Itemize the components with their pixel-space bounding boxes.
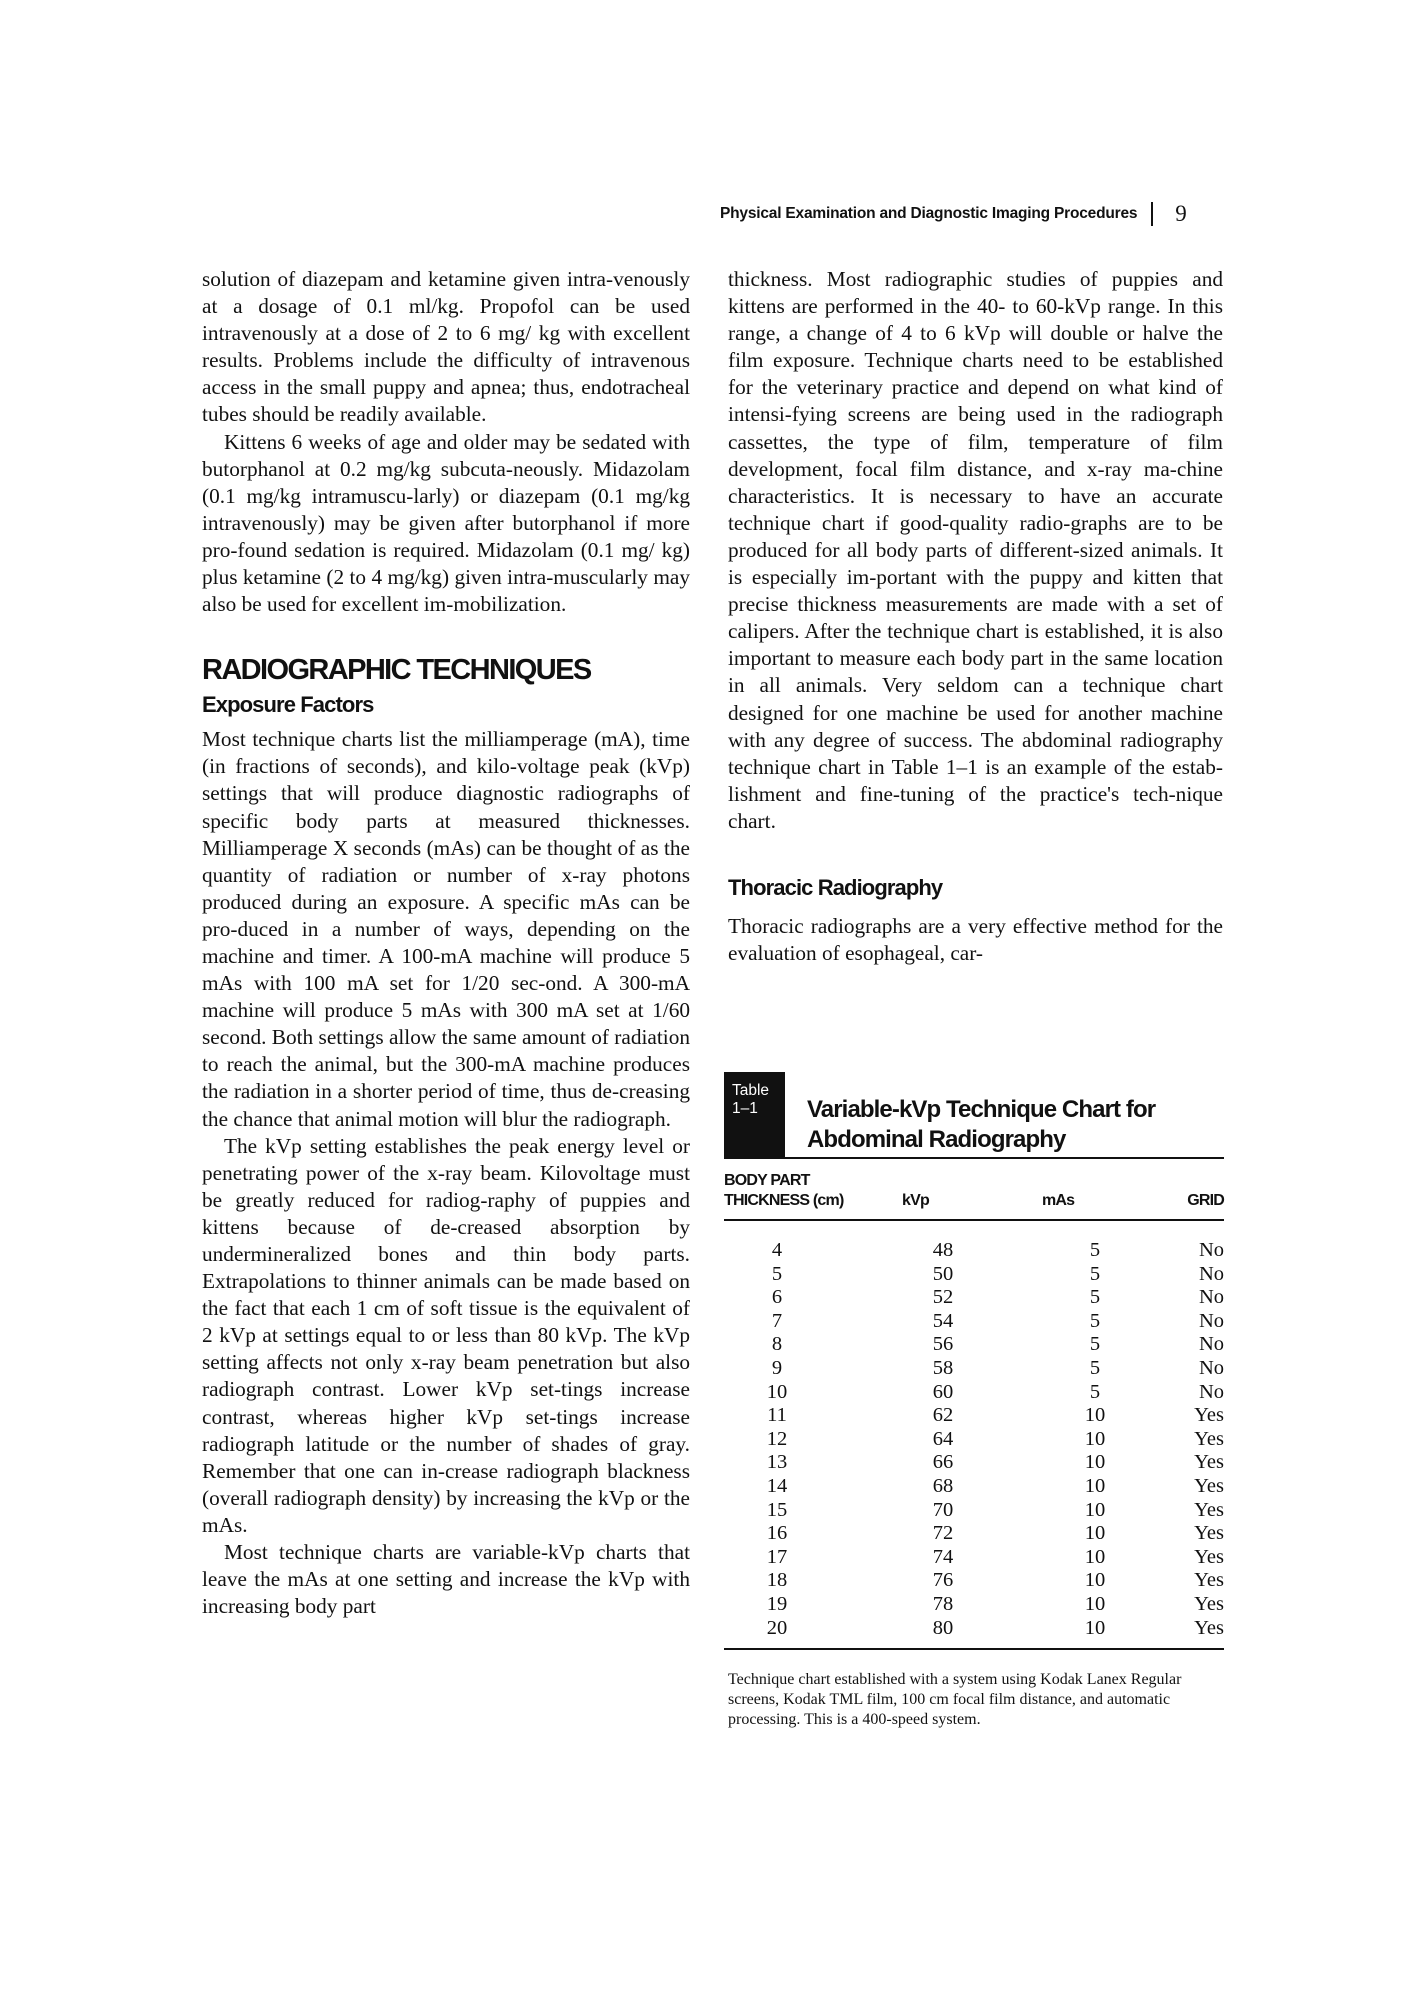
header-line: BODY PART (724, 1172, 810, 1189)
paragraph: Kittens 6 weeks of age and older may be sedated with butorphanol at 0.2 mg/kg subcuta-neously. Midazolam (0.1 mg/kg intramuscu-larly) or diazepam (0.1 mg/kg intravenously) may be given after butorphanol if more pro-found sedation is required. Midazolam (0.1 mg/ kg) plus ketamine (2 to 4 mg/kg) given intra-muscularly may also be used for excellent im-mobilization. (202, 429, 690, 617)
paragraph: The kVp setting establishes the peak energy level or penetrating power of the x-ray beam. Kilovoltage must be greatly reduced for radiog-raphy of puppies and kittens because of de-creased absorption by undermineralized bones and thin body parts. Extrapolations to thinner animals can be made based on the fact that each 1 cm of soft tissue is the equivalent of 2 kVp at settings equal to or less than 80 kVp. The kVp setting affects not only x-ray beam penetration but also radiograph contrast. Lower kVp set-tings increase contrast, whereas higher kVp set-tings increase radiograph latitude or the number of shades of gray. Remember that one can in-crease radiograph blackness (overall radiograph density) by increasing the kVp or the mAs. (202, 1133, 690, 1537)
table-title-row (724, 1072, 1224, 1159)
cell-thickness: 17 (766, 1545, 788, 1568)
cell-thickness: 20 (724, 1617, 874, 1650)
running-head (720, 201, 1230, 227)
cell-mas: 5 (1089, 1286, 1101, 1309)
table-row (724, 1593, 1224, 1617)
left-column (202, 266, 690, 1620)
cell-thickness: 6 (771, 1286, 783, 1309)
table-footnote: Technique chart established with a system using Kodak Lanex Regular screens, Kodak TML film, 100 cm focal film distance, and automatic processing. This is a 400-speed system. (728, 1671, 1182, 1729)
subsection-heading: Thoracic Radiography (728, 874, 943, 900)
cell-thickness: 7 (771, 1309, 783, 1332)
cell-kvp: 66 (932, 1451, 954, 1474)
cell-thickness: 18 (766, 1569, 788, 1592)
cell-grid: No (1198, 1380, 1224, 1403)
cell-kvp: 74 (932, 1545, 954, 1568)
subsection-heading: Exposure Factors (202, 692, 374, 718)
table-row (724, 1569, 1224, 1593)
cell-thickness: 11 (767, 1404, 787, 1427)
cell-thickness: 14 (766, 1474, 788, 1497)
running-title: Physical Examination and Diagnostic Imaging Procedures (720, 205, 1138, 222)
cell-mas: 10 (1084, 1592, 1106, 1615)
cell-grid: Yes (1194, 1498, 1224, 1521)
cell-kvp: 50 (932, 1262, 954, 1285)
table-title: Variable-kVp Technique Chart for Abdominal Radiography (807, 1096, 1156, 1153)
cell-kvp: 80 (874, 1617, 1022, 1650)
cell-kvp: 48 (932, 1239, 954, 1261)
cell-thickness: 12 (766, 1427, 788, 1450)
table-row (724, 1357, 1224, 1381)
cell-thickness: 15 (766, 1498, 788, 1521)
table-row (724, 1546, 1224, 1570)
section-heading: RADIOGRAPHIC TECHNIQUES (202, 654, 591, 687)
cell-mas: 10 (1084, 1474, 1106, 1497)
table-row (724, 1499, 1224, 1523)
cell-grid: Yes (1194, 1522, 1224, 1545)
cell-grid: No (1198, 1262, 1224, 1285)
header-grid: GRID (1172, 1159, 1224, 1220)
table-row (724, 1286, 1224, 1310)
cell-mas: 5 (1089, 1356, 1101, 1379)
table-row (724, 1404, 1224, 1428)
cell-grid: Yes (1194, 1545, 1224, 1568)
cell-mas: 5 (1089, 1239, 1101, 1261)
cell-kvp: 54 (932, 1309, 954, 1332)
cell-grid: No (1198, 1309, 1224, 1332)
paragraph: Thoracic radiographs are a very effective method for the evaluation of esophageal, car- (728, 913, 1223, 966)
cell-grid: Yes (1194, 1474, 1224, 1497)
cell-kvp: 72 (932, 1522, 954, 1545)
technique-table (724, 1072, 1224, 1730)
paragraph: Most technique charts are variable-kVp charts that leave the mAs at one setting and increase the kVp with increasing body part (202, 1540, 690, 1619)
cell-thickness: 5 (771, 1262, 783, 1285)
paragraph: solution of diazepam and ketamine given intra-venously at a dosage of 0.1 ml/kg. Propofol can be used intravenously at a dose of 2 to 6 mg/ kg with excellent results. Problems include the difficulty of intravenous access in the small puppy and apnea; thus, endotracheal tubes should be readily available. (202, 267, 690, 427)
header-line: THICKNESS (cm) (724, 1192, 844, 1209)
table-badge-number: 1–1 (732, 1100, 758, 1117)
cell-kvp: 62 (932, 1404, 954, 1427)
table-header-row (724, 1159, 1224, 1220)
cell-grid: Yes (1172, 1617, 1224, 1650)
header-kvp: kVp (874, 1159, 1022, 1220)
cell-mas: 5 (1089, 1262, 1101, 1285)
cell-kvp: 70 (932, 1498, 954, 1521)
paragraph: Most technique charts list the milliamperage (mA), time (in fractions of seconds), and kilo-voltage peak (kVp) settings that will produce diagnostic radiographs of specific body parts at measured thicknesses. Milliamperage X seconds (mAs) can be thought of as the quantity of radiation or number of x-ray photons produced during an exposure. A specific mAs can be pro-duced in a number of ways, depending on the machine and timer. A 100-mA machine will produce 5 mAs with 100 mA set for 1/20 sec-ond. A 300-mA machine will produce 5 mAs with 300 mA set at 1/60 second. Both settings allow the same amount of radiation to reach the animal, but the 300-mA machine produces the radiation in a shorter period of time, thus de-creasing the chance that animal motion will blur the radiograph. (202, 727, 690, 1131)
cell-grid: Yes (1194, 1569, 1224, 1592)
header-body-part-thickness (724, 1159, 874, 1220)
cell-mas: 10 (1022, 1617, 1172, 1650)
table-row (724, 1333, 1224, 1357)
cell-grid: No (1198, 1356, 1224, 1379)
table-row (724, 1310, 1224, 1334)
cell-thickness: 19 (766, 1592, 788, 1615)
cell-grid: Yes (1194, 1427, 1224, 1450)
page-number: 9 (1175, 201, 1187, 226)
cell-mas: 5 (1089, 1333, 1101, 1356)
cell-thickness: 13 (766, 1451, 788, 1474)
cell-grid: No (1198, 1239, 1224, 1261)
cell-grid: Yes (1194, 1404, 1224, 1427)
paragraph: thickness. Most radiographic studies of puppies and kittens are performed in the 40- to 60-kVp range. In this range, a change of 4 to 6 kVp will double or halve the film exposure. Technique charts need to be established for the veterinary practice and depend on what kind of intensi-fying screens are being used in the radiograph cassettes, the type of film, temperature of film development, focal film distance, and x-ray ma-chine characteristics. It is necessary to have an accurate technique chart if good-quality radio-graphs are to be produced for all body parts of different-sized animals. It is especially im-portant with the puppy and kitten that precise thickness measurements are made with a set of calipers. After the technique chart is established, it is also important to measure each body part in the same location in all animals. Very seldom can a technique chart designed for one machine be used for another machine with any degree of success. The abdominal radiography technique chart in Table 1–1 is an example of the estab-lishment and fine-tuning of the practice's tech-nique chart. (728, 267, 1223, 833)
cell-grid: Yes (1194, 1451, 1224, 1474)
cell-mas: 10 (1084, 1545, 1106, 1568)
cell-grid: Yes (1194, 1592, 1224, 1615)
cell-mas: 10 (1084, 1427, 1106, 1450)
cell-mas: 10 (1084, 1498, 1106, 1521)
cell-kvp: 64 (932, 1427, 954, 1450)
header-divider (1151, 202, 1153, 226)
header-mas: mAs (1022, 1159, 1172, 1220)
cell-mas: 10 (1084, 1522, 1106, 1545)
cell-kvp: 76 (932, 1569, 954, 1592)
cell-thickness: 16 (766, 1522, 788, 1545)
cell-grid: No (1198, 1286, 1224, 1309)
cell-kvp: 56 (932, 1333, 954, 1356)
cell-kvp: 60 (932, 1380, 954, 1403)
cell-kvp: 78 (932, 1592, 954, 1615)
table-row (724, 1451, 1224, 1475)
cell-mas: 10 (1084, 1569, 1106, 1592)
table-row (724, 1428, 1224, 1452)
cell-thickness: 4 (771, 1239, 783, 1261)
right-column (728, 266, 1223, 967)
cell-thickness: 10 (766, 1380, 788, 1403)
cell-mas: 10 (1084, 1404, 1106, 1427)
table-row (724, 1522, 1224, 1546)
cell-kvp: 68 (932, 1474, 954, 1497)
cell-mas: 10 (1084, 1451, 1106, 1474)
table-row (724, 1220, 1224, 1263)
table-row (724, 1617, 1224, 1650)
table-body (724, 1220, 1224, 1649)
technique-chart-table (724, 1159, 1224, 1650)
table-row (724, 1475, 1224, 1499)
cell-grid: No (1198, 1333, 1224, 1356)
cell-kvp: 52 (932, 1286, 954, 1309)
table-row (724, 1381, 1224, 1405)
cell-thickness: 9 (771, 1356, 783, 1379)
table-badge (724, 1072, 785, 1157)
cell-mas: 5 (1089, 1309, 1101, 1332)
cell-thickness: 8 (771, 1333, 783, 1356)
table-row (724, 1263, 1224, 1287)
cell-mas: 5 (1089, 1380, 1101, 1403)
cell-kvp: 58 (932, 1356, 954, 1379)
table-badge-word: Table (732, 1082, 770, 1099)
